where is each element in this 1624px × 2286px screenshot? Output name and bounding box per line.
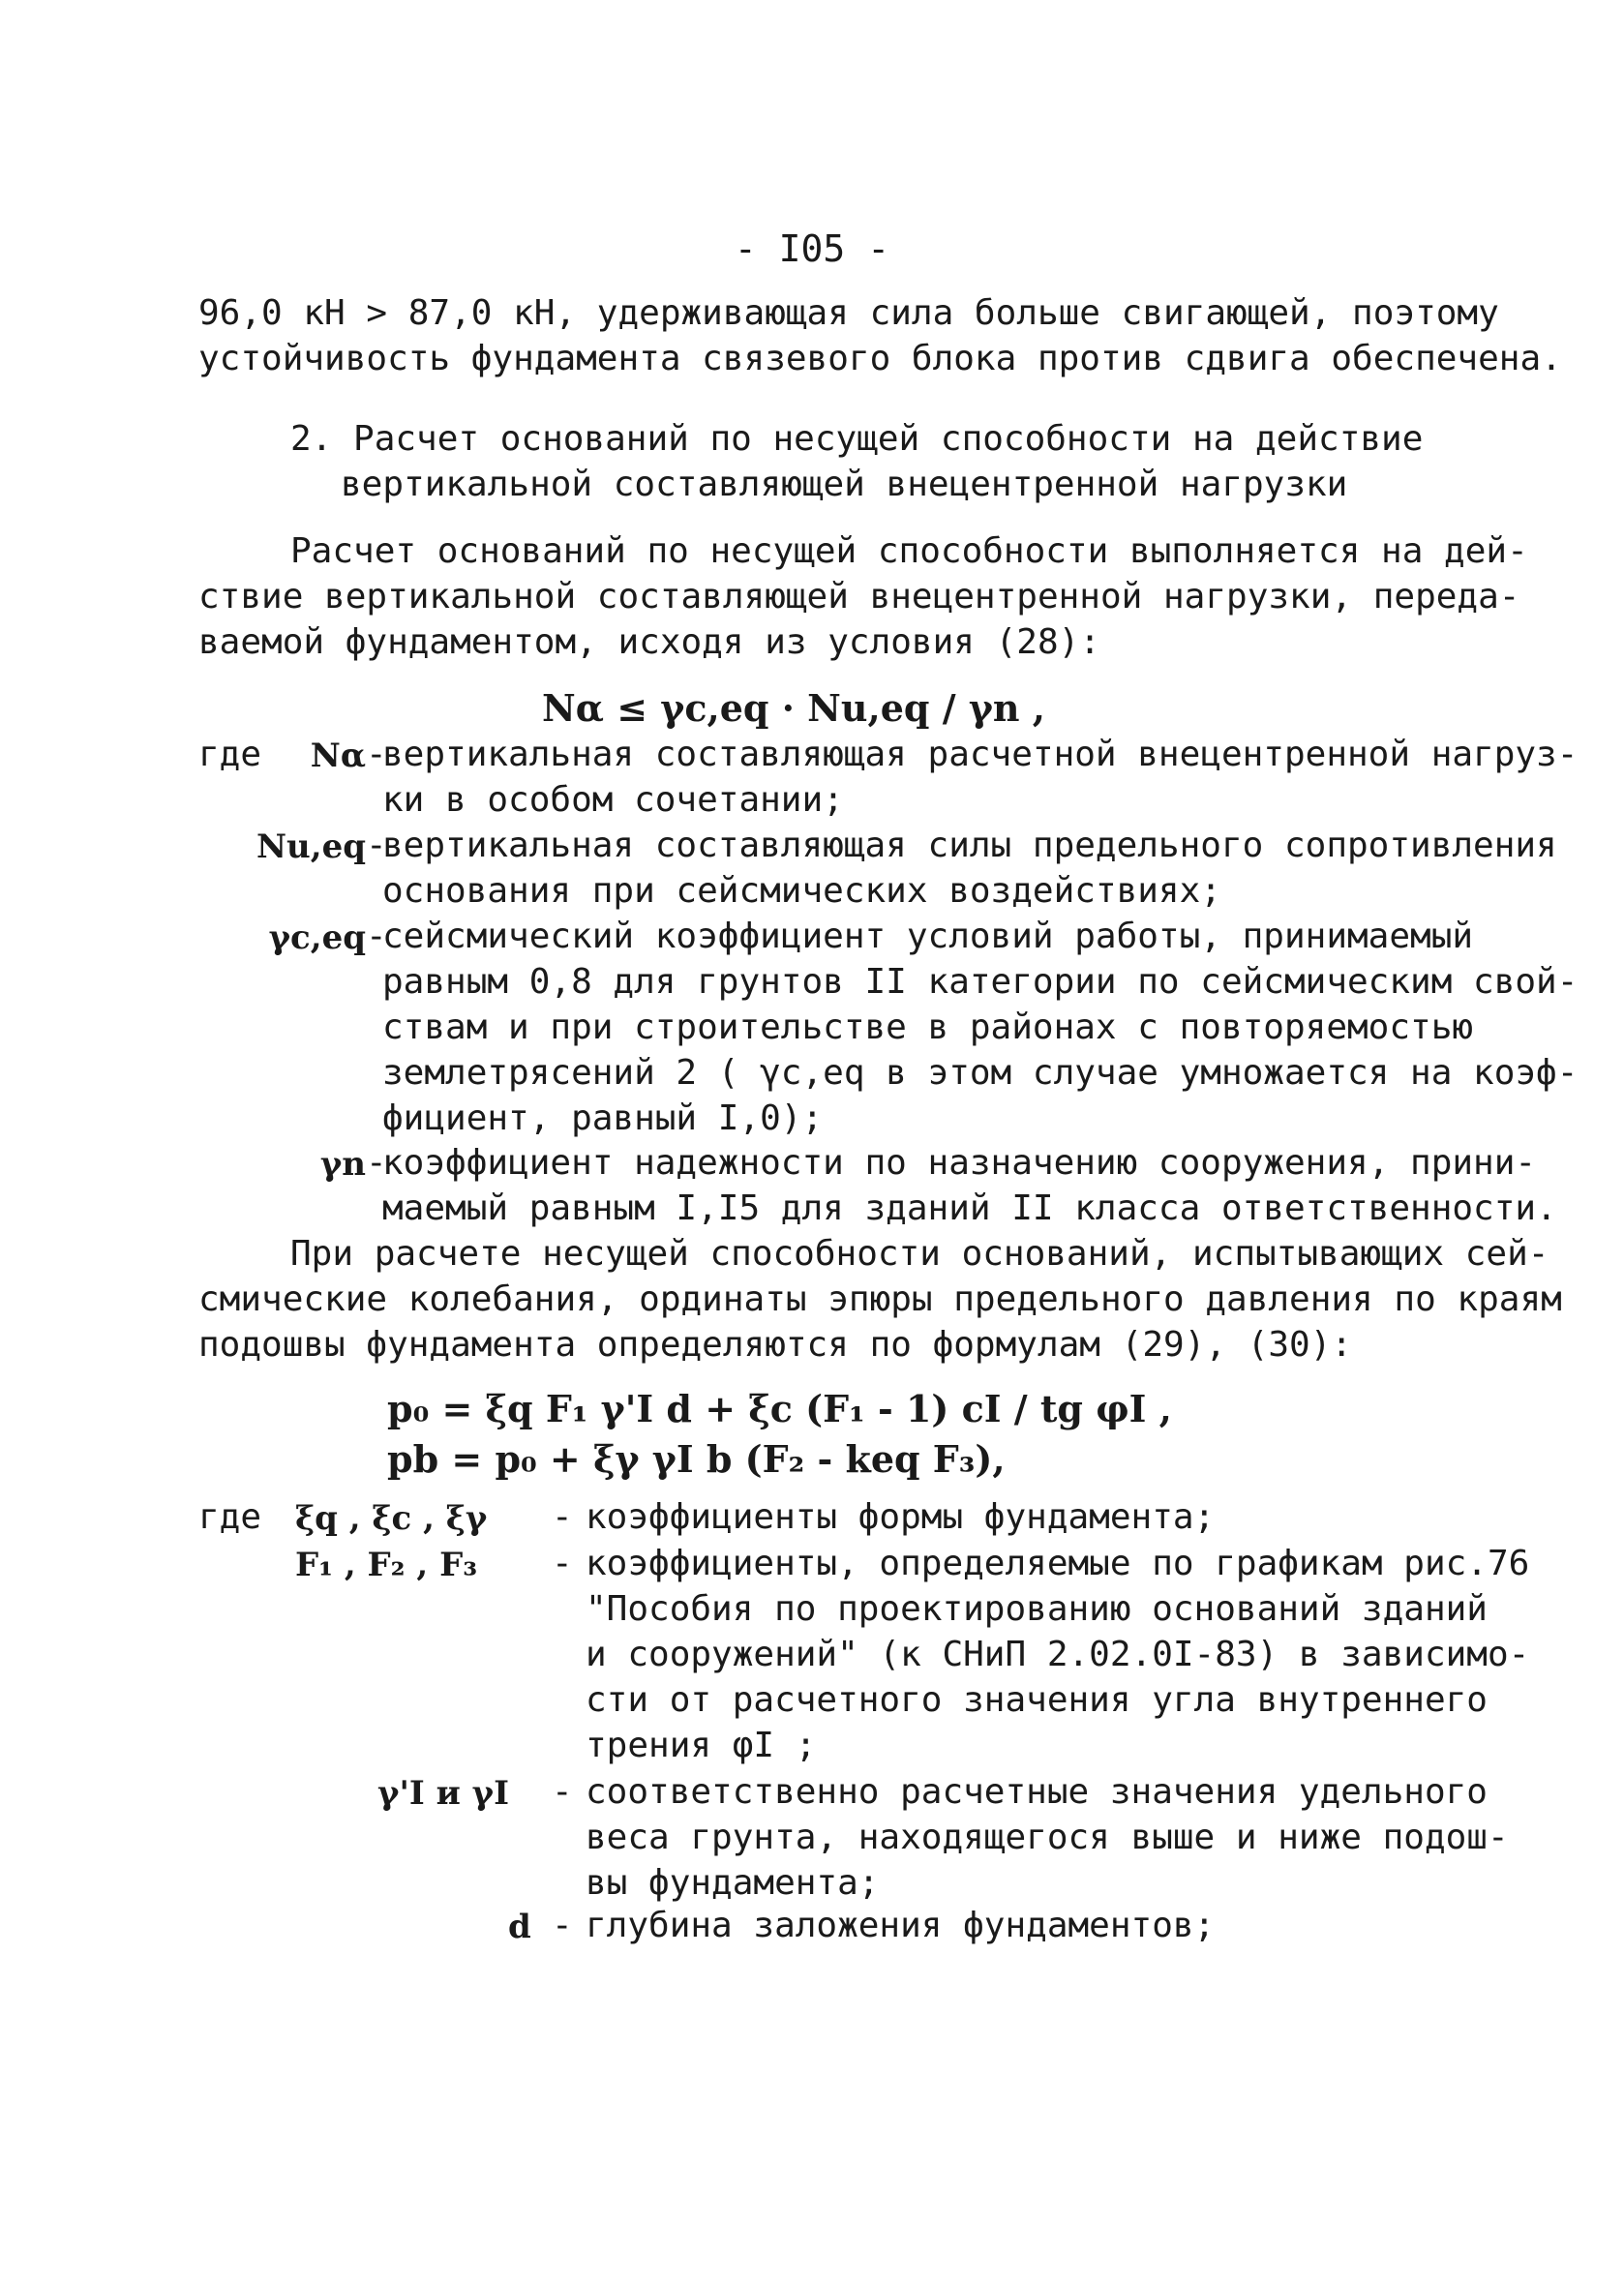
dash: - [366, 1143, 387, 1183]
where-label: где [198, 1497, 262, 1537]
text-line: смические колебания, ординаты эпюры предельного давления по краям [198, 1279, 1562, 1319]
text-line: 96,0 кН > 87,0 кН, удерживающая сила больше свигающей, поэтому [198, 293, 1499, 333]
dash: - [552, 1772, 573, 1812]
text-line: Расчет оснований по несущей способности выполняется на дей- [290, 531, 1528, 571]
section-heading [290, 416, 1549, 507]
text-line: коэффициент надежности по назначению сооружения, прини- [382, 1143, 1537, 1183]
formula-29: p₀ = ξq F₁ γ'I d + ξc (F₁ - 1) cI / tg φI , [387, 1387, 1172, 1430]
where-label: где [198, 735, 262, 774]
symbol-f: F₁ , F₂ , F₃ [295, 1546, 478, 1584]
symbol-gamma-c-eq: γc,eq [268, 918, 366, 957]
text-line: соответственно расчетные значения удельного [586, 1772, 1488, 1812]
text-line: ки в особом сочетании; [382, 780, 844, 820]
text-line: "Пособия по проектированию оснований зданий [586, 1589, 1488, 1629]
definition-n-alpha [382, 732, 1624, 823]
symbol-xi: ξq , ξc , ξγ [295, 1499, 488, 1538]
dash: - [366, 826, 387, 865]
formula-30: pb = p₀ + ξγ γI b (F₂ - keq F₃), [387, 1437, 1006, 1481]
definition-nu-eq [382, 823, 1624, 914]
page-number: - I05 - [734, 227, 890, 270]
heading-line: вертикальной составляющей внецентренной нагрузки [341, 465, 1348, 504]
text-line: и сооружений" (к СНиП 2.02.0I-83) в зависимо- [586, 1635, 1530, 1674]
symbol-n-alpha: Nα [310, 737, 366, 775]
definition-d [586, 1903, 1624, 1948]
text-line: коэффициенты, определяемые по графикам рис.76 [586, 1544, 1530, 1583]
text-line: ствам и при строительстве в районах с повторяемостью [382, 1008, 1474, 1047]
dash: - [552, 1544, 573, 1583]
symbol-gamma-n: γn [319, 1145, 366, 1184]
paragraph-2 [198, 1231, 1562, 1368]
symbol-nu-eq: Nu,eq [256, 827, 366, 866]
text-line: глубина заложения фундаментов; [586, 1906, 1216, 1945]
formula-28: Nα ≤ γc,eq · Nu,eq / γn , [542, 686, 1046, 730]
dash: - [366, 917, 387, 956]
symbol-gamma-i: γ'I и γI [377, 1774, 509, 1813]
text-line: При расчете несущей способности оснований, испытывающих сей- [290, 1234, 1549, 1274]
dash: - [366, 735, 387, 774]
definition-gamma-n [382, 1140, 1624, 1231]
definition-gamma-i [586, 1769, 1624, 1906]
symbol-d: d [508, 1908, 531, 1946]
dash: - [552, 1906, 573, 1945]
text-line: фициент, равный I,0); [382, 1098, 824, 1138]
text-line: подошвы фундамента определяются по формулам (29), (30): [198, 1325, 1353, 1365]
text-line: ствие вертикальной составляющей внецентренной нагрузки, переда- [198, 577, 1520, 617]
text-line: вы фундамента; [586, 1863, 880, 1903]
text-line: основания при сейсмических воздействиях; [382, 871, 1221, 911]
heading-line: 2. Расчет оснований по несущей способности на действие [290, 419, 1424, 459]
text-line: устойчивость фундамента связевого блока против сдвига обеспечена. [198, 339, 1562, 378]
text-line: вертикальная составляющая силы предельного сопротивления [382, 826, 1557, 865]
text-line: ваемой фундаментом, исходя из условия (28): [198, 622, 1100, 662]
text-line: коэффициенты формы фундамента; [586, 1497, 1216, 1537]
text-line: сейсмический коэффициент условий работы, принимаемый [382, 917, 1474, 956]
definition-xi [586, 1494, 1624, 1540]
paragraph-1 [198, 528, 1528, 665]
text-line: веса грунта, находящегося выше и ниже подош- [586, 1818, 1509, 1857]
definition-f [586, 1541, 1624, 1768]
definition-gamma-c-eq [382, 914, 1624, 1141]
intro-paragraph [198, 290, 1562, 381]
text-line: сти от расчетного значения угла внутреннего [586, 1680, 1488, 1720]
text-line: землетрясений 2 ( γc,eq в этом случае умножается на коэф- [382, 1053, 1579, 1093]
text-line: вертикальная составляющая расчетной внецентренной нагруз- [382, 735, 1579, 774]
dash: - [552, 1497, 573, 1537]
text-line: равным 0,8 для грунтов II категории по сейсмическим свой- [382, 962, 1579, 1002]
text-line: трения φI ; [586, 1726, 817, 1765]
text-line: маемый равным I,I5 для зданий II класса ответственности. [382, 1188, 1557, 1228]
